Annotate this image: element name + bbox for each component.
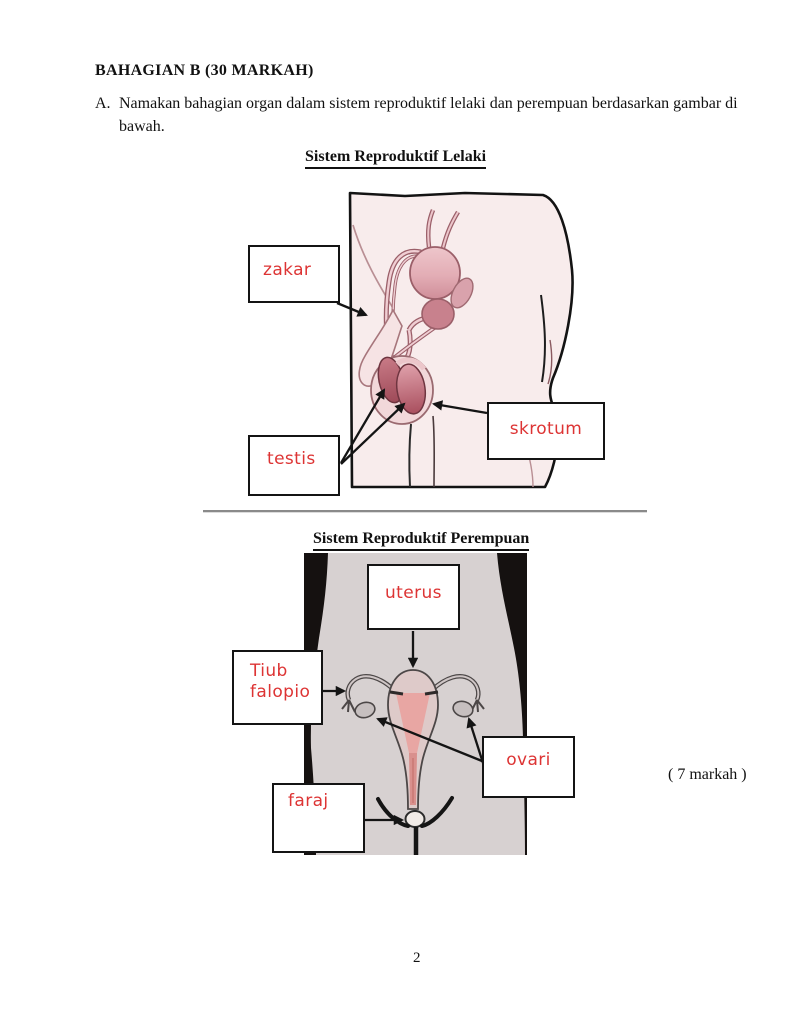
question-letter: A. xyxy=(95,95,111,112)
section-divider xyxy=(203,510,647,513)
label-box-ovari xyxy=(482,736,575,798)
female-section-title: Sistem Reproduktif Perempuan xyxy=(313,530,529,551)
label-text-ovari: ovari xyxy=(506,750,551,770)
label-box-skrotum xyxy=(487,402,605,460)
marks-note: ( 7 markah ) xyxy=(668,766,747,783)
label-box-testis xyxy=(248,435,340,496)
male-section-title: Sistem Reproduktif Lelaki xyxy=(305,148,486,169)
label-text-testis: testis xyxy=(267,449,316,469)
label-text-skrotum: skrotum xyxy=(509,419,583,439)
label-box-uterus xyxy=(367,564,460,630)
question-text-line2: bawah. xyxy=(119,118,165,135)
prostate xyxy=(422,299,454,329)
cornu-bar-right xyxy=(425,692,438,694)
label-box-zakar xyxy=(248,245,340,303)
question-text-line1: Namakan bahagian organ dalam sistem reproduktif lelaki dan perempuan berdasarkan gambar di xyxy=(119,95,738,112)
section-header: BAHAGIAN B (30 MARKAH) xyxy=(95,62,314,79)
label-text-faraj: faraj xyxy=(288,791,329,811)
label-text-zakar: zakar xyxy=(263,260,312,280)
label-box-tiub-falopio xyxy=(232,650,323,725)
label-text-uterus: uterus xyxy=(385,583,442,603)
label-box-faraj xyxy=(272,783,365,853)
page-number: 2 xyxy=(413,950,421,966)
label-text-falopio: falopio xyxy=(250,682,311,702)
cornu-bar-left xyxy=(390,692,403,694)
label-text-tiub: Tiub xyxy=(250,661,288,681)
